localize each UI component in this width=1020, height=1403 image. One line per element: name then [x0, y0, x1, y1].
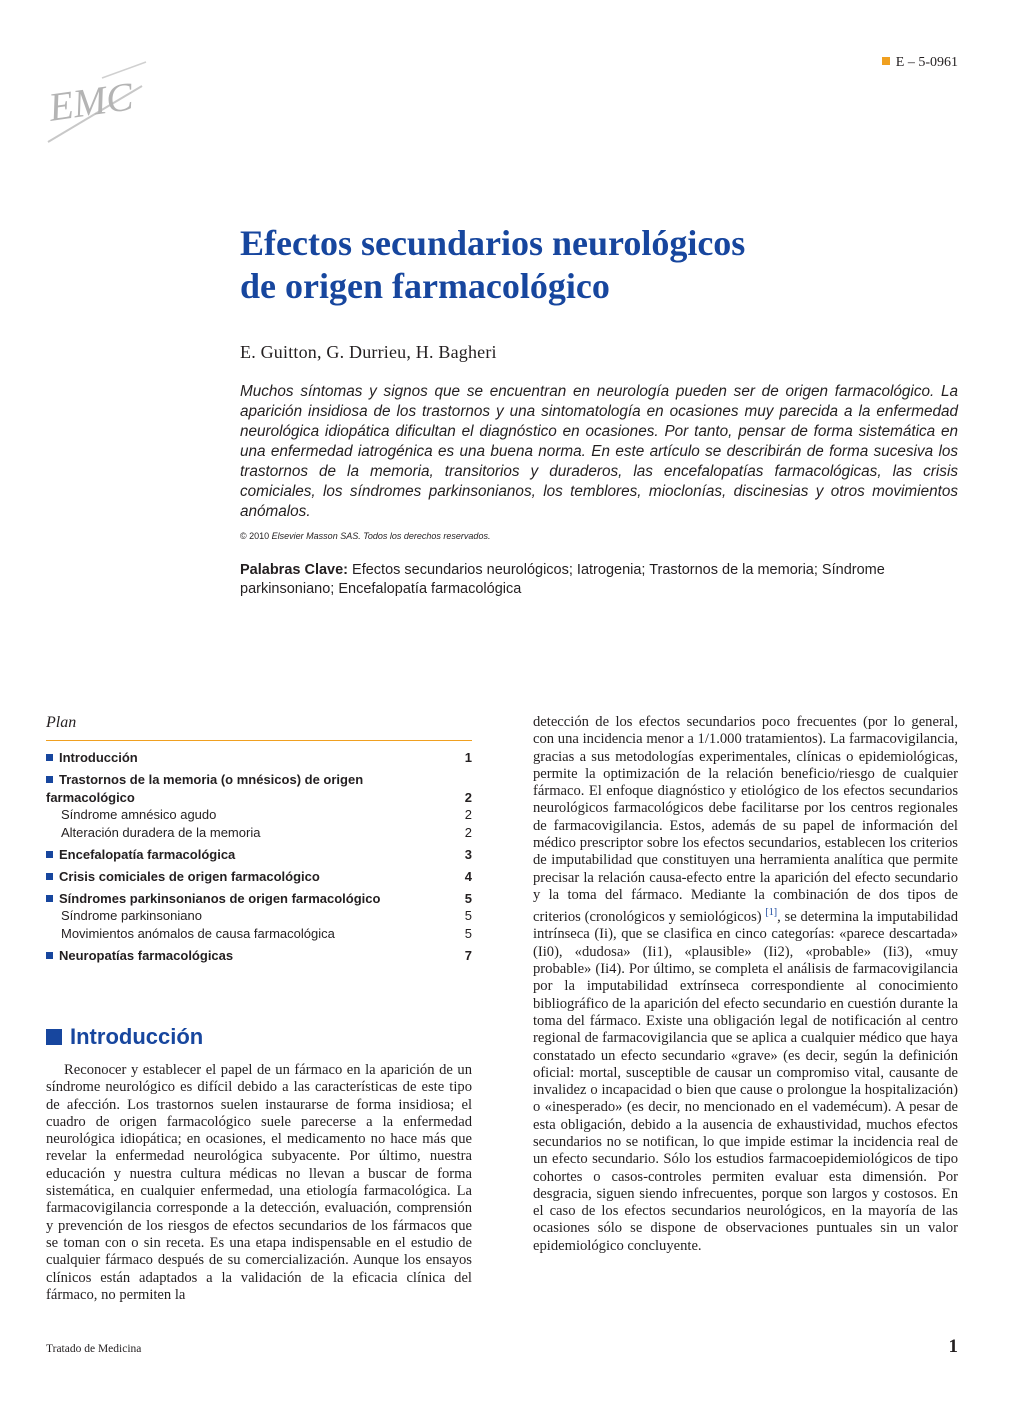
emc-logo: [44, 58, 148, 148]
plan-item[interactable]: [46, 846, 472, 864]
bullet-icon: [46, 754, 53, 761]
article-title: [240, 222, 940, 308]
plan-item-label: Síndrome amnésico agudo: [61, 807, 217, 822]
keywords: [240, 561, 960, 599]
plan-item-label-wrap: [61, 824, 460, 842]
plan-box: [46, 714, 472, 964]
plan-item-page: 2: [464, 824, 472, 840]
plan-item[interactable]: [46, 890, 472, 908]
plan-item-label-wrap: [61, 925, 460, 943]
plan-item[interactable]: [46, 771, 472, 806]
plan-divider: [46, 740, 472, 741]
keywords-text: Efectos secundarios neurológicos; Iatrogenia; Trastornos de la memoria; Síndrome parkinsoniano; Encefalopatía farmacológica: [240, 562, 885, 597]
body-text-right: [533, 714, 958, 1255]
plan-item-label-wrap: [46, 749, 460, 767]
plan-item[interactable]: [46, 868, 472, 886]
plan-item-label: Encefalopatía farmacológica: [59, 846, 236, 862]
copyright: [240, 531, 490, 541]
plan-item-label: Introducción: [59, 750, 138, 765]
copyright-rest: Elsevier Masson SAS. Todos los derechos reservados.: [271, 531, 491, 541]
plan-item[interactable]: [46, 925, 472, 943]
emc-logo-text: EMC: [45, 73, 136, 130]
plan-item[interactable]: [46, 947, 472, 965]
abstract: Muchos síntomas y signos que se encuentran en neurología pueden ser de origen farmacológico. La aparición insidiosa de los trastornos y una sintomatología en ocasiones muy parecida a la enfermedad neurológica idiopática dificultan el diagnóstico en ocasiones. Por tanto, pensar de forma sistemática en una enfermedad iatrogénica es una buena norma. En este artículo se describirán de forma sucesiva los trastornos de la memoria, transitorios y duraderos, las encefalopatías farmacológicas, las crisis comiciales, los síndromes parkinsonianos, los temblores, mioclonías, discinesias y otros movimientos anómalos.: [240, 383, 958, 520]
plan-item-label: Síndromes parkinsonianos de origen farmacológico: [59, 890, 381, 906]
plan-item-label-wrap: [61, 907, 460, 925]
bullet-icon: [46, 873, 53, 880]
plan-item-label-wrap: [46, 771, 460, 806]
plan-item-page: 2: [464, 789, 472, 805]
section-heading: [46, 1024, 203, 1050]
reference-link[interactable]: [1]: [765, 907, 778, 919]
plan-list: [46, 749, 472, 964]
plan-item-label-wrap: [46, 868, 460, 886]
plan-item-page: 1: [464, 750, 472, 765]
copyright-prefix: © 2010: [240, 531, 270, 541]
keywords-label: Palabras Clave:: [240, 562, 349, 578]
blue-square-icon: [46, 1029, 62, 1045]
authors: E. Guitton, G. Durrieu, H. Bagheri: [240, 342, 497, 362]
bullet-icon: [46, 895, 53, 902]
article-title-line2: de origen farmacológico: [240, 266, 610, 306]
plan-item-label-wrap: [46, 890, 460, 908]
plan-item-label: Alteración duradera de la memoria: [61, 824, 261, 840]
body-text-left: Reconocer y establecer el papel de un fármaco en la aparición de un síndrome neurológico es difícil debido a las características de este tipo de afección. Los trastornos suelen instaurarse de forma insidiosa; el cuadro de origen farmacológico suele parecerse a la enfermedad neurológica idiopática; en ocasiones, el medicamento no hace más que revelar la enfermedad neurológica subyacente. Por último, nuestra educación y nuestra cultura médicas no llevan a buscar de forma sistemática, en cualquier enfermedad, una etiología farmacológica. La farmacovigilancia corresponde a la detección, evaluación, comprensión y prevención de los riesgos de efectos secundarios de los fármacos que se toman con o sin receta. Es una etapa indispensable en el estudio de cualquier fármaco después de su comercialización. Aunque los ensayos clínicos están adaptados a la validación de la eficacia clínica del fármaco, no permiten la: [46, 1062, 472, 1303]
bullet-icon: [46, 851, 53, 858]
plan-item-label: Crisis comiciales de origen farmacológico: [59, 868, 320, 884]
plan-item[interactable]: [46, 806, 472, 824]
plan-item-page: 3: [464, 846, 472, 862]
body-text-right-part2: , se determina la imputabilidad intrínseca (Ii), que se clasifica en cinco categorías: «parece descartada» (Ii0), «dudosa» (Ii1), «plausible» (Ii2), «probable» (Ii3), «muy probable» (Ii4). Por último, se completa el análisis de farmacovigilancia por la imputabilidad extrínseca correspondiente al conocimiento bibliográfico de la aparición del efecto secundario en cuestión durante la toma del fármaco. Existe una obligación legal de notificación al centro regional de farmacovigilancia que se aplica a cualquier médico que haya constatado un efecto secundario «grave» (es decir, según la definición oficial: mortal, susceptible de causar un compromiso vital, causante de invalidez o incapacidad o bien que cause o prolongue la hospitalización) o «inesperado» (es decir, no mencionado en el vademécum). A pesar de esta obligación, debido a la ausencia de exhaustividad, muchos efectos secundarios no se notifican, lo que impide estimar la incidencia real de un efecto secundario. Sólo los estudios farmacoepidemiológicos de tipo cohortes o casos-controles permiten evaluar esta dimensión. Por desgracia, siguen siendo infrecuentes, porque son largos y costosos. En el caso de los efectos secundarios neurológicos, en la mayoría de las ocasiones sólo se dispone de observaciones puntuales sin un valor epidemiológico concluyente.: [533, 909, 958, 1254]
plan-title: Plan: [46, 714, 77, 731]
article-title-line1: Efectos secundarios neurológicos: [240, 223, 746, 263]
article-code: [882, 55, 958, 71]
body-text-right-part1: detección de los efectos secundarios poco frecuentes (por lo general, con una incidencia menor a 1/1.000 tratamientos). La farmacovigilancia, gracias a sus metodologías experimentales, clínicas o epidemiológicas, permite la optimización de la relación beneficio/riesgo de cualquier fármaco. El enfoque diagnóstico y etiológico de los efectos secundarios neurológicos farmacológicos debe facilitarse por los centros regionales de farmacovigilancia. Estos, además de su papel de información del médico prescriptor sobre los efectos secundarios, establecen los criterios de imputabilidad que constituyen una herramienta analítica que permite precisar la relación causa-efecto entre la aparición del efecto secundario y la toma del fármaco. Mediante la combinación de dos tipos de criterios (cronológicos y semiológicos): [533, 714, 958, 926]
plan-item-label: Movimientos anómalos de causa farmacológica: [61, 925, 335, 941]
plan-item-page: 7: [464, 947, 472, 963]
page-number: 1: [948, 1336, 958, 1357]
section-heading-text: Introducción: [70, 1024, 204, 1049]
plan-item-page: 2: [464, 807, 472, 822]
plan-item[interactable]: [46, 907, 472, 925]
plan-item-label: Neuropatías farmacológicas: [59, 947, 234, 963]
footer-source: Tratado de Medicina: [46, 1343, 142, 1355]
plan-item[interactable]: [46, 824, 472, 842]
plan-item-page: 5: [464, 925, 472, 941]
emc-logo-mark: [44, 58, 148, 148]
plan-item-label-wrap: [46, 846, 460, 864]
bullet-icon: [46, 776, 53, 783]
plan-item-label: Trastornos de la memoria (o mnésicos) de origen farmacológico: [46, 772, 364, 805]
plan-item-page: 5: [464, 908, 472, 923]
orange-square-icon: [882, 57, 890, 65]
plan-item[interactable]: [46, 749, 472, 767]
plan-item-label: Síndrome parkinsoniano: [61, 908, 202, 923]
plan-item-page: 5: [464, 890, 472, 906]
plan-item-label-wrap: [46, 947, 460, 965]
plan-item-page: 4: [464, 868, 472, 884]
article-code-text: E – 5-0961: [895, 55, 958, 70]
plan-item-label-wrap: [61, 806, 460, 824]
bullet-icon: [46, 952, 53, 959]
